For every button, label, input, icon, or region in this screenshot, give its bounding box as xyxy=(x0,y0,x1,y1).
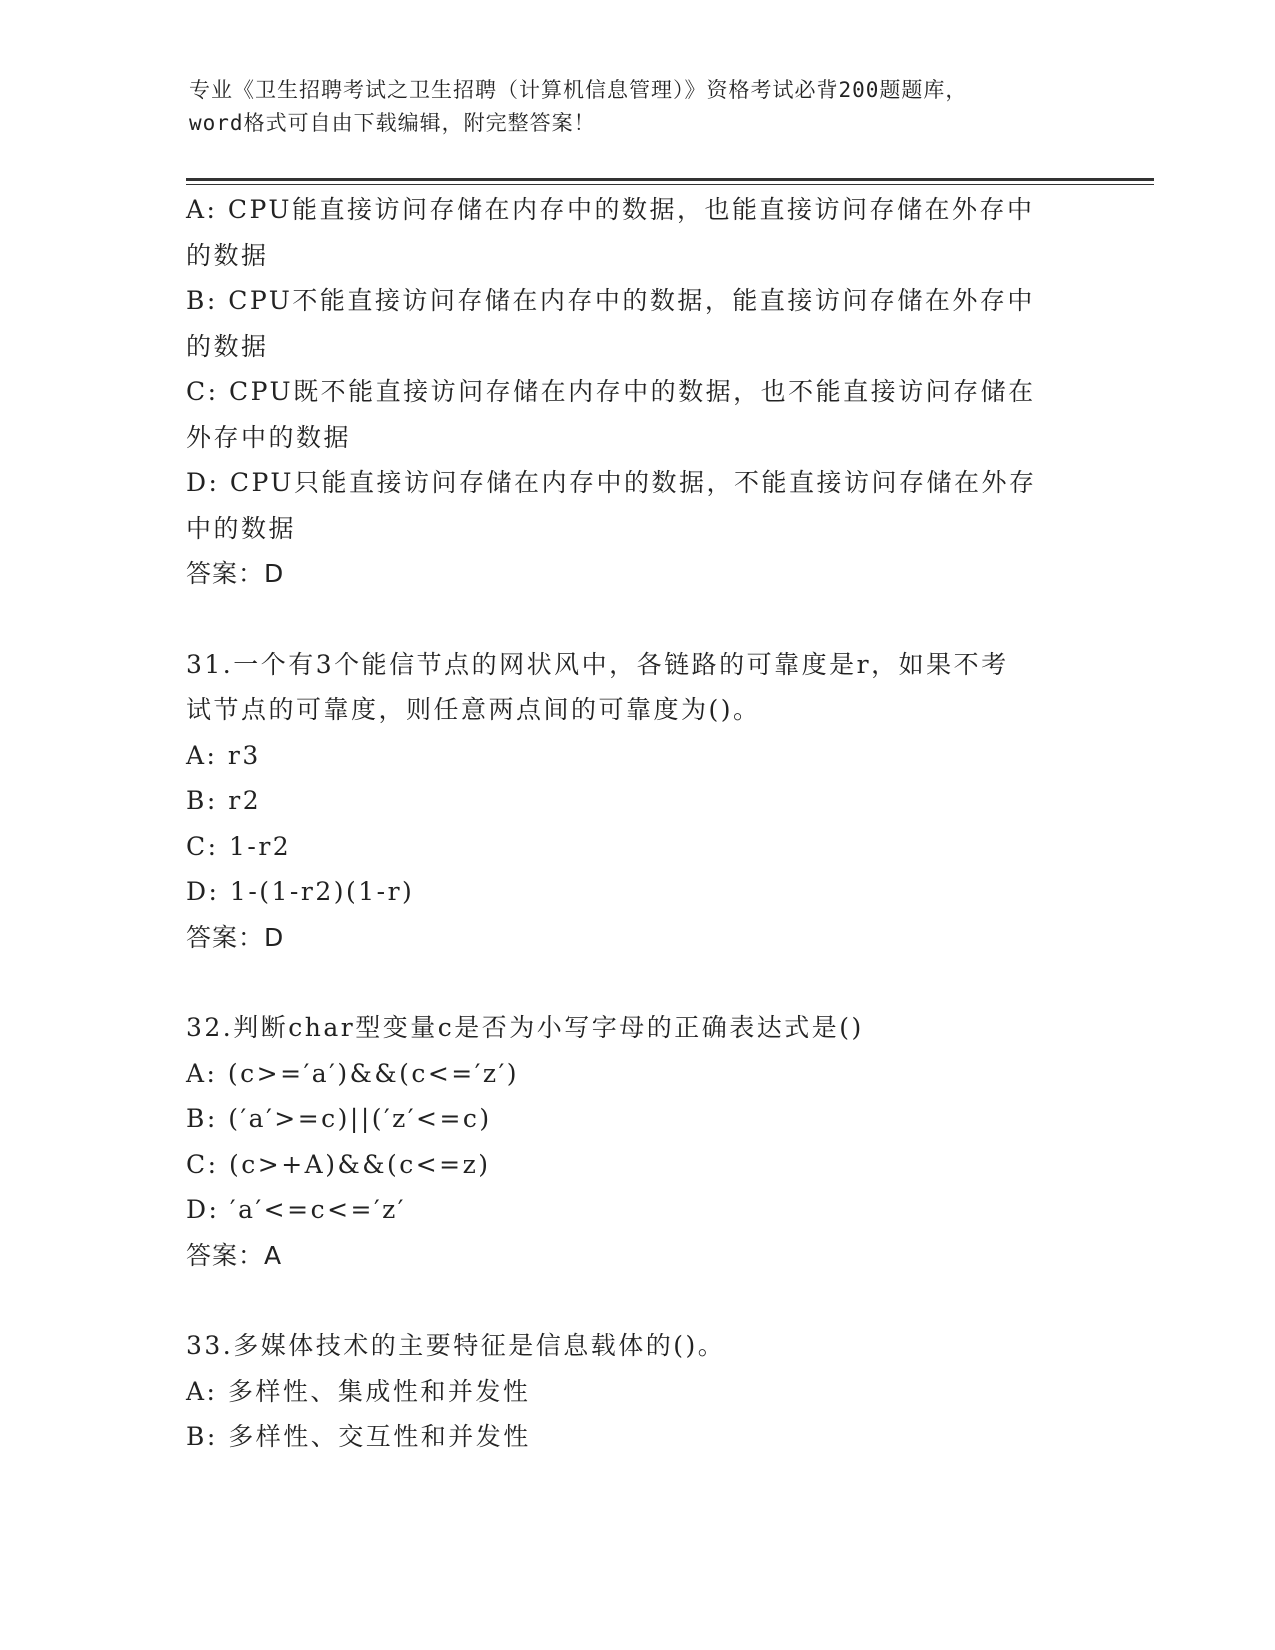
header-divider-thin xyxy=(186,184,1154,185)
option-b-line-2: 的数据 xyxy=(186,331,269,361)
document-header xyxy=(189,74,1089,140)
option-d: D: 1-(1-r2)(1-r) xyxy=(186,877,415,906)
option-d: D: ′a′<=c<=′z′ xyxy=(186,1195,406,1224)
question-stem-line-1: 32.判断char型变量c是否为小写字母的正确表达式是() xyxy=(186,1013,864,1042)
option-c-line-1: C: CPU既不能直接访问存储在内存中的数据，也不能直接访问存储在 xyxy=(186,377,1036,406)
option-a: A: (c>=′a′)&&(c<=′z′) xyxy=(186,1058,520,1088)
option-a: A: 多样性、集成性和并发性 xyxy=(186,1376,531,1406)
header-title-line-1: 专业《卫生招聘考试之卫生招聘（计算机信息管理）》资格考试必背200题题库， xyxy=(189,78,968,102)
question-31 xyxy=(186,642,1066,961)
answer-line: 答案：A xyxy=(186,1240,283,1270)
question-stem-line-1: 33.多媒体技术的主要特征是信息载体的()。 xyxy=(186,1331,726,1360)
header-title-line-2: word格式可自由下载编辑，附完整答案！ xyxy=(189,111,596,135)
question-stem-line-2: 试节点的可靠度，则任意两点间的可靠度为()。 xyxy=(186,695,761,724)
question-stem-line-1: 31.一个有3个能信节点的网状风中，各链路的可靠度是r，如果不考 xyxy=(186,649,1009,679)
option-b-line-1: B: CPU不能直接访问存储在内存中的数据，能直接访问存储在外存中 xyxy=(186,286,1035,315)
option-a: A: r3 xyxy=(186,740,261,770)
spacer xyxy=(186,597,1066,642)
answer-line: 答案：D xyxy=(186,559,285,588)
option-d-line-1: D: CPU只能直接访问存储在内存中的数据，不能直接访问存储在外存 xyxy=(186,468,1037,497)
question-33 xyxy=(186,1323,1066,1460)
option-b: B: r2 xyxy=(186,786,262,815)
option-a-line-1: A: CPU能直接访问存储在内存中的数据，也能直接访问存储在外存中 xyxy=(186,195,1035,224)
option-c: C: (c>+A)&&(c<=z) xyxy=(186,1149,491,1179)
option-d-line-2: 中的数据 xyxy=(186,513,297,543)
option-b: B: 多样性、交互性和并发性 xyxy=(186,1422,531,1451)
question-content xyxy=(186,187,1066,1460)
option-c-line-2: 外存中的数据 xyxy=(186,422,352,452)
option-a-line-2: 的数据 xyxy=(186,240,269,270)
prev-question-options xyxy=(186,187,1066,597)
spacer xyxy=(186,1278,1066,1323)
option-c: C: 1-r2 xyxy=(186,831,292,861)
spacer xyxy=(186,960,1066,1005)
option-b: B: (′a′>=c)||(′z′<=c) xyxy=(186,1104,492,1133)
answer-line: 答案：D xyxy=(186,922,285,952)
question-32 xyxy=(186,1005,1066,1278)
header-divider-thick xyxy=(186,178,1154,181)
